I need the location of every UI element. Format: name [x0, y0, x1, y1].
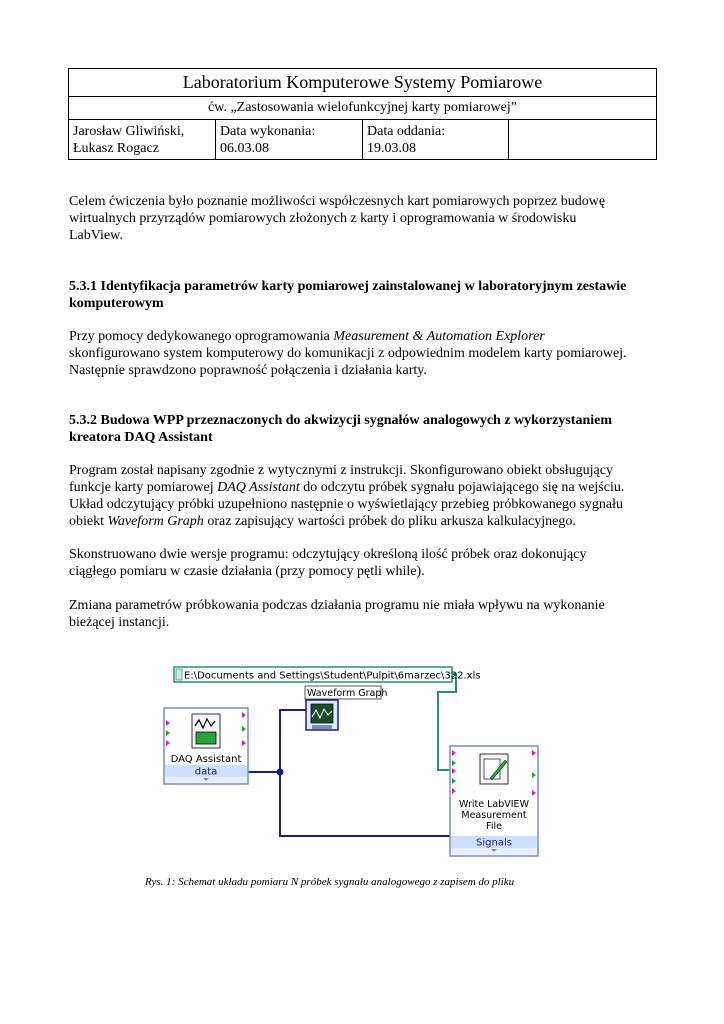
- waveform-graph-label: Waveform Graph: [307, 688, 388, 699]
- software-name: Measurement & Automation Explorer: [333, 329, 545, 344]
- author-1: Jarosław Gliwiński,: [73, 124, 185, 139]
- waveform-graph-terminal[interactable]: [305, 686, 387, 730]
- wire-daq-to-graph: [248, 710, 306, 772]
- paragraph-line: Program został napisany zgodnie z wytycznymi z instrukcji. Skonfigurowano obiekt obsługujący: [69, 463, 613, 478]
- graph-scale-icon: [312, 725, 332, 729]
- execution-date-label: Data wykonania:: [220, 124, 316, 139]
- paragraph-line: Przy pomocy dedykowanego oprogramowania Measurement & Automation Explorer: [69, 329, 545, 344]
- heading-line: komputerowym: [69, 296, 164, 311]
- section-531-paragraph: [69, 328, 659, 379]
- write-title-line: File: [486, 821, 502, 832]
- section-532-paragraph-1: [69, 462, 659, 530]
- header-table: [68, 68, 657, 160]
- heading-line: kreatora DAQ Assistant: [69, 430, 213, 445]
- write-title-line: Write LabVIEW: [459, 799, 529, 810]
- path-constant-text: E:\Documents and Settings\Student\Pulpit\6marzec\322.xls: [184, 670, 481, 682]
- daq-data-label: data: [194, 766, 218, 778]
- intro-line: Celem ćwiczenia było poznanie możliwości współczesnych kart pomiarowych poprzez budowę: [69, 194, 606, 209]
- object-name: Waveform Graph: [107, 514, 204, 529]
- daq-title: DAQ Assistant: [170, 754, 242, 765]
- exercise-subtitle: ćw. „Zastosowania wielofunkcyjnej karty pomiarowej”: [69, 97, 657, 120]
- paragraph-line: Następnie sprawdzono poprawność połączenia i działania karty.: [69, 363, 427, 378]
- paragraph-line: Układ odczytujący próbki uzupełniono następnie o wyświetlający przebieg próbkowanego sygnału: [69, 497, 624, 512]
- wire-daq-to-write: [280, 772, 450, 836]
- paragraph-line: obiekt Waveform Graph oraz zapisujący wartości próbek do pliku arkusza kalkulacyjnego.: [69, 514, 576, 529]
- paragraph-line: Skonstruowano dwie wersje programu: odczytujący określoną ilość próbek oraz dokonujący: [69, 547, 587, 562]
- daq-assistant-node[interactable]: [164, 708, 248, 784]
- figure-caption: Rys. 1: Schemat układu pomiaru N próbek sygnału analogowego z zapisem do pliku: [145, 876, 515, 888]
- daq-card-icon: [196, 732, 216, 744]
- path-type-icon: [176, 669, 182, 680]
- execution-date: 06.03.08: [220, 141, 269, 156]
- paragraph-line: bieżącej instancji.: [69, 615, 170, 630]
- write-signals-label: Signals: [476, 837, 512, 849]
- authors-cell: [69, 120, 216, 160]
- document-title: Laboratorium Komputerowe Systemy Pomiarowe: [69, 69, 657, 97]
- heading-line: 5.3.2 Budowa WPP przeznaczonych do akwizycji sygnałów analogowych z wykorzystaniem: [69, 413, 613, 428]
- paragraph-line: funkcje karty pomiarowej DAQ Assistant do odczytu próbek sygnału pojawiającego się na wejściu.: [69, 480, 625, 495]
- empty-cell: [509, 120, 657, 160]
- heading-line: 5.3.1 Identyfikacja parametrów karty pomiarowej zainstalowanej w laboratoryjnym zestawie: [69, 279, 627, 294]
- dynamic-data-wires: [248, 710, 450, 836]
- section-532-paragraph-2: [69, 546, 659, 580]
- author-2: Łukasz Rogacz: [73, 141, 159, 156]
- intro-line: wirtualnych przyrządów pomiarowych złożonych z karty i oprogramowania w środowisku: [69, 211, 577, 226]
- section-531-heading: [69, 278, 659, 312]
- file-path-constant[interactable]: [174, 667, 481, 682]
- intro-paragraph: [69, 193, 659, 244]
- labview-block-diagram: [160, 660, 550, 865]
- execution-date-cell: [216, 120, 363, 160]
- due-date: 19.03.08: [367, 141, 416, 156]
- paragraph-line: skonfigurowano system komputerowy do komunikacji z odpowiednim modelem karty pomiarowej.: [69, 346, 627, 361]
- wire-junction: [278, 770, 283, 775]
- due-date-cell: [363, 120, 509, 160]
- paragraph-line: ciągłego pomiaru w czasie działania (przy pomocy pętli while).: [69, 564, 425, 579]
- due-date-label: Data oddania:: [367, 124, 446, 139]
- object-name: DAQ Assistant: [217, 480, 300, 495]
- paragraph-line: Zmiana parametrów próbkowania podczas działania programu nie miała wpływu na wykonanie: [69, 598, 605, 613]
- section-532-paragraph-3: [69, 597, 659, 631]
- write-title-line: Measurement: [461, 810, 527, 821]
- write-measurement-file-node[interactable]: [450, 746, 538, 856]
- section-532-heading: [69, 412, 659, 446]
- intro-line: LabView.: [69, 228, 123, 243]
